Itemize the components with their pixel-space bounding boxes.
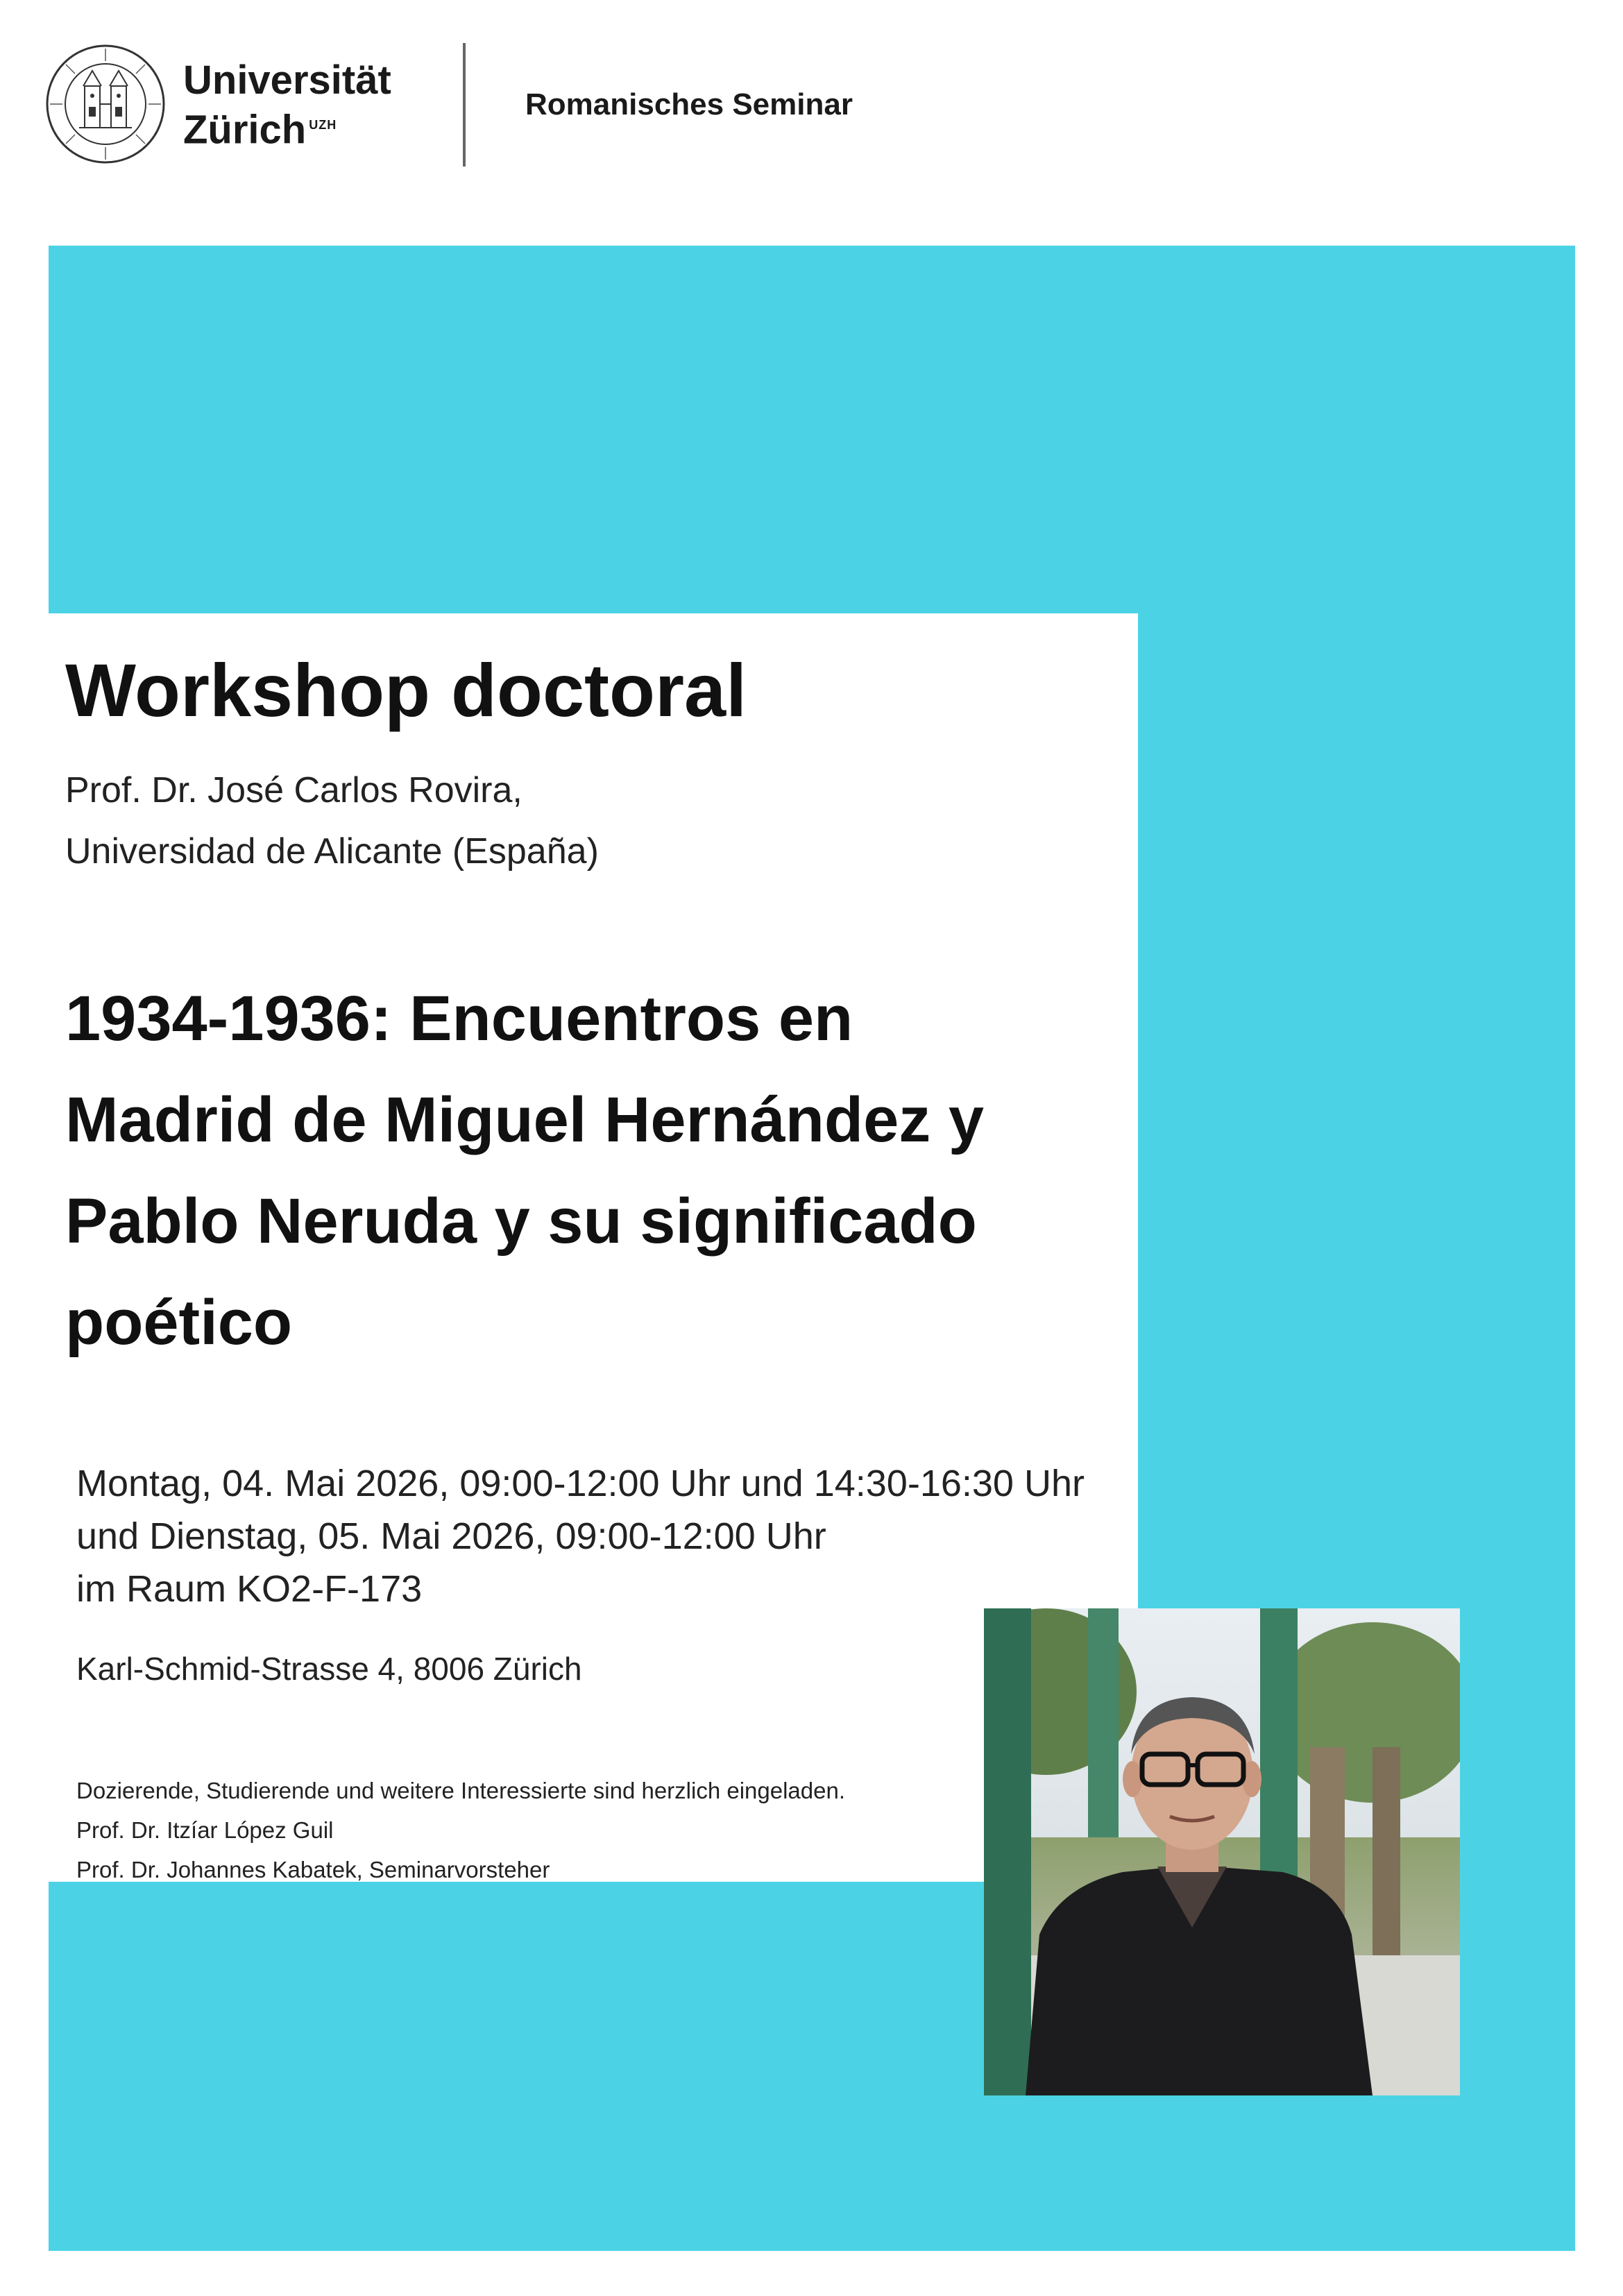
- header-divider: [463, 43, 466, 167]
- speaker-affiliation: Universidad de Alicante (España): [65, 831, 599, 871]
- speaker-info: [65, 760, 599, 882]
- university-seal-icon: [44, 43, 167, 165]
- university-name: [183, 58, 391, 152]
- header: [44, 42, 1016, 173]
- schedule-line: Montag, 04. Mai 2026, 09:00-12:00 Uhr und 14:30-16:30 Uhr: [76, 1463, 1085, 1504]
- speaker-photo: [984, 1608, 1460, 2095]
- venue-address: Karl-Schmid-Strasse 4, 8006 Zürich: [76, 1651, 582, 1687]
- talk-title-line: poético: [65, 1287, 293, 1358]
- invitation-text: Dozierende, Studierende und weitere Interessierte sind herzlich eingeladen.: [76, 1778, 846, 1803]
- speaker-name: Prof. Dr. José Carlos Rovira,: [65, 770, 522, 810]
- organizer-name: Prof. Dr. Johannes Kabatek, Seminarvorsteher: [76, 1857, 550, 1882]
- accent-block-top: [49, 246, 1575, 613]
- schedule-line: und Dienstag, 05. Mai 2026, 09:00-12:00 Uhr: [76, 1515, 826, 1557]
- schedule-room: im Raum KO2-F-173: [76, 1568, 423, 1610]
- university-name-line2: Zürich: [183, 107, 307, 153]
- university-mark: UZH: [309, 118, 337, 132]
- schedule: [76, 1457, 1085, 1615]
- talk-title-line: Madrid de Miguel Hernández y: [65, 1085, 984, 1155]
- event-type-heading: Workshop doctoral: [65, 648, 747, 732]
- seminar-name: Romanisches Seminar: [525, 87, 853, 121]
- invitation-block: [76, 1771, 845, 1889]
- organizer-name: Prof. Dr. Itzíar López Guil: [76, 1817, 334, 1843]
- university-name-line1: Universität: [183, 58, 391, 103]
- talk-title-line: 1934-1936: Encuentros en: [65, 983, 853, 1054]
- talk-title-line: Pablo Neruda y su significado: [65, 1186, 977, 1257]
- talk-title: [65, 968, 1134, 1373]
